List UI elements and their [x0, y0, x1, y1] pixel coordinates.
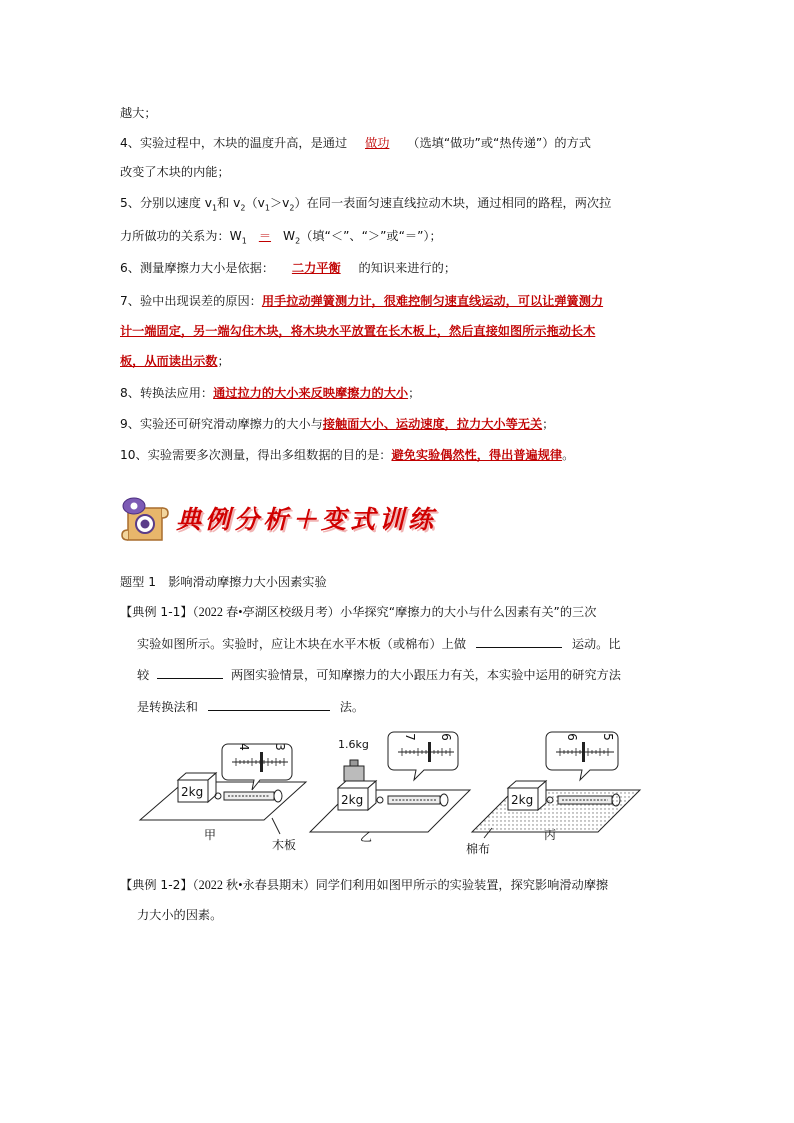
weight-label: 1.6kg [338, 738, 369, 751]
item-10: 10、实验需要多次测量，得出多组数据的目的是：避免实验偶然性，得出普遍规律。 [120, 448, 575, 462]
scale-a-num1: 4 [236, 743, 251, 751]
example-source: （2022 秋•永春县期末） [192, 878, 316, 892]
item-4: 4、实验过程中，木块的温度升高，是通过 做功 （选填“做功”或“热传递”）的方式 [120, 136, 591, 150]
item-5: 5、分别以速度 $v_1$和 $v_2(v_1>v_2)$在同一表面匀速直线拉动木块，通过相同的路程，两次拉 [120, 196, 612, 213]
section-banner [118, 494, 448, 548]
experiment-figure [120, 728, 680, 856]
example-1-1-line4: 是转换法和 法。 [137, 697, 364, 716]
answer-6: 二力平衡 [291, 261, 341, 275]
block-label-c: 2kg [511, 793, 534, 807]
example-1-1-line2: 实验如图所示。实验时，应让木块在水平木板（或棉布）上做 运动。比 [137, 634, 621, 653]
scale-c-num2: 5 [600, 733, 615, 741]
banner-title: 典例分析＋变式训练 [176, 505, 438, 534]
answer-7-part3: 板，从而读出示数 [120, 354, 218, 368]
item-7: 7、验中出现误差的原因：用手拉动弹簧测力计，很难控制匀速直线运动，可以让弹簧测力 [120, 294, 604, 308]
blank-compare[interactable] [157, 665, 223, 679]
scale-b-num1: 7 [402, 733, 417, 741]
example-1-1: 【典例 1-1】（2022 春•亭湖区校级月考）小华探究“摩擦力的大小与什么因素有关”的三次 [120, 605, 597, 619]
item-4-cont: 改变了木块的内能； [120, 165, 230, 179]
example-1-2-line2: 力大小的因素。 [137, 908, 223, 922]
blank-motion[interactable] [476, 634, 562, 648]
scroll-eye-icon [118, 494, 174, 548]
item-6: 6、测量摩擦力大小是依据： 二力平衡 的知识来进行的； [120, 261, 457, 275]
block-label-a: 2kg [181, 785, 204, 799]
label-cloth: 棉布 [466, 842, 491, 856]
item-9: 9、实验还可研究滑动摩擦力的大小与接触面大小、运动速度，拉力大小等无关； [120, 417, 555, 431]
scale-a-num2: 3 [272, 743, 287, 751]
answer-7-part1: 用手拉动弹簧测力计，很难控制匀速直线运动，可以让弹簧测力 [261, 294, 604, 308]
text-line-continued: 越大； [120, 106, 157, 120]
scale-b-num2: 6 [438, 733, 453, 741]
example-tag: 【典例 1-2】 [120, 878, 193, 892]
block-label-b: 2kg [341, 793, 364, 807]
example-1-2: 【典例 1-2】（2022 秋•永春县期末）同学们利用如图甲所示的实验装置，探究影响滑动摩擦 [120, 878, 609, 892]
label-yi: 乙 [360, 830, 373, 844]
answer-9: 接触面大小、运动速度，拉力大小等无关 [322, 417, 543, 431]
label-bing: 丙 [544, 828, 557, 842]
example-source: （2022 春•亭湖区校级月考） [192, 605, 340, 619]
item-7-cont1 [120, 322, 595, 340]
answer-7-part2: 计一端固定，另一端勾住木块，将木块水平放置在长木板上，然后直接如图所示拖动长木 [120, 324, 596, 338]
item-7-cont2: 板，从而读出示数； [120, 354, 230, 368]
example-1-1-line3: 较 两图实验情景，可知摩擦力的大小跟压力有关，本实验中运用的研究方法 [137, 665, 621, 684]
blank-method[interactable] [208, 697, 330, 711]
item-8: 8、转换法应用：通过拉力的大小来反映摩擦力的大小； [120, 386, 421, 400]
answer-4: 做功 [365, 136, 390, 150]
scale-c-num1: 6 [564, 733, 579, 741]
answer-8: 通过拉力的大小来反映摩擦力的大小 [213, 386, 409, 400]
label-board: 木板 [272, 838, 297, 852]
answer-5: ＝ [258, 229, 272, 243]
example-tag: 【典例 1-1】 [120, 605, 193, 619]
answer-10: 避免实验偶然性，得出普遍规律 [391, 448, 563, 462]
label-jia: 甲 [204, 828, 217, 842]
section-title: 题型 1 影响滑动摩擦力大小因素实验 [120, 575, 327, 589]
item-5-cont: 力所做功的关系为：$W_1 = W_2$（填“＜”、“＞”或“＝”）； [120, 229, 442, 246]
